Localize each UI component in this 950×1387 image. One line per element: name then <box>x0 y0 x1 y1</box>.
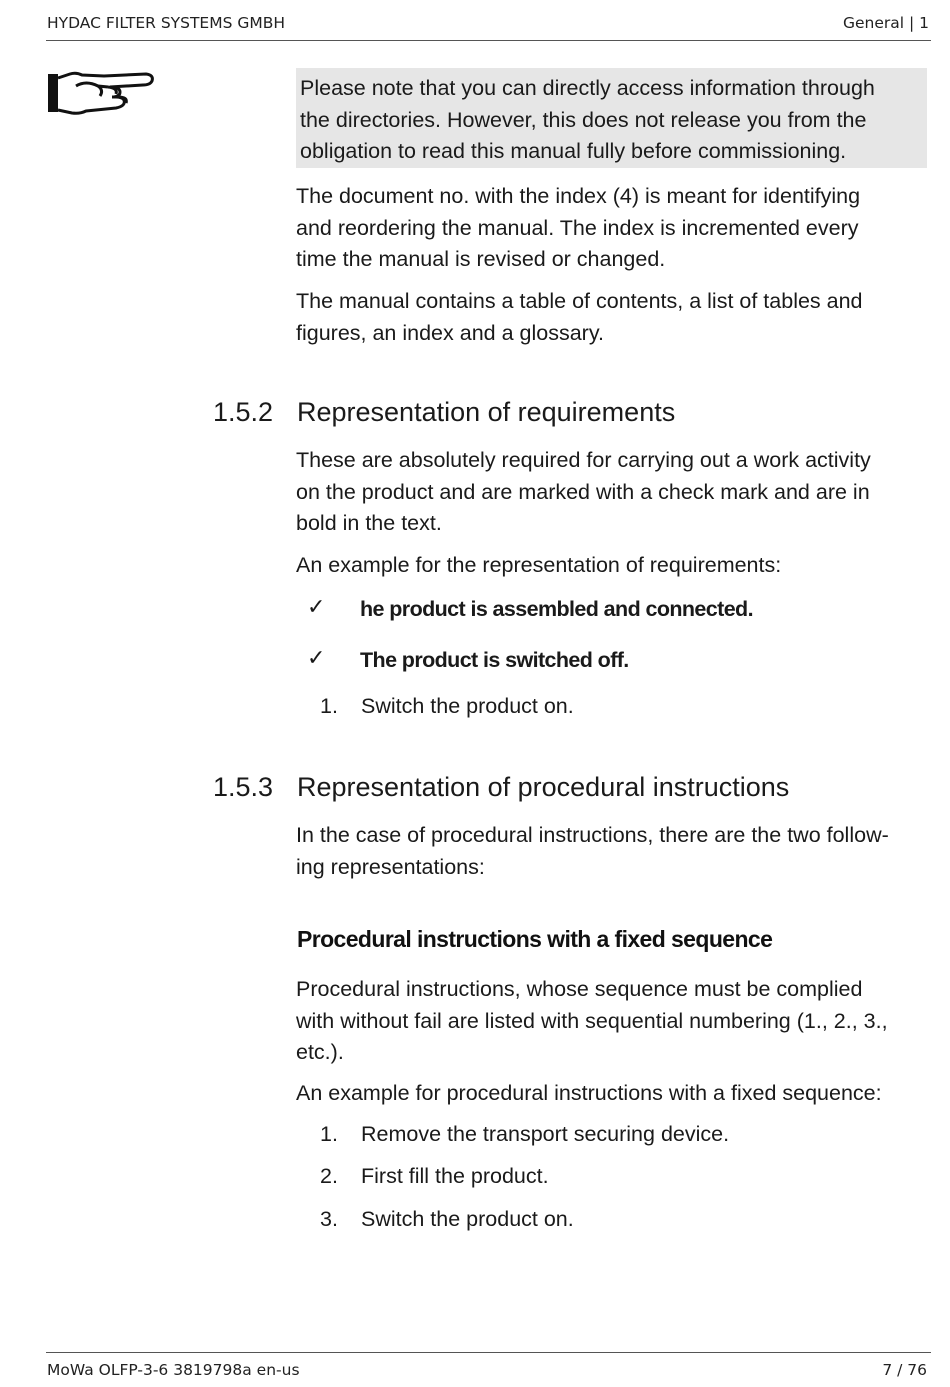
section-number: 1.5.2 <box>213 397 274 427</box>
document-id: MoWa OLFP-3-6 3819798a en-us <box>47 1361 300 1379</box>
step-item <box>0 1164 950 1196</box>
text-line: Procedural instructions, whose sequence must be complied <box>296 977 863 1001</box>
requirement-text: he product is assembled and connected. <box>360 597 753 621</box>
requirements-example-intro <box>296 550 781 582</box>
text-line: on the product and are marked with a check mark and are in <box>296 479 870 504</box>
text-line: The manual contains a table of contents, a list of tables and <box>296 289 863 313</box>
note-line: the directories. However, this does not release you from the <box>300 107 867 132</box>
requirement-text: The product is switched off. <box>360 648 629 672</box>
step-item <box>0 694 950 726</box>
requirement-item <box>0 646 950 678</box>
note-text <box>300 73 927 168</box>
step-item <box>0 1122 950 1154</box>
step-text: Switch the product on. <box>361 1207 574 1231</box>
requirements-paragraph <box>296 445 871 540</box>
company-name: HYDAC FILTER SYSTEMS GMBH <box>47 14 286 32</box>
page-header <box>46 12 931 41</box>
text-line: The document no. with the index (4) is meant for identifying <box>296 184 861 208</box>
text-line: etc.). <box>296 1040 344 1064</box>
text-line: An example for the representation of requirements: <box>296 553 782 577</box>
step-number: 3. <box>320 1207 338 1231</box>
step-number: 1. <box>320 1122 338 1146</box>
text-line: and reordering the manual. The index is incremented every <box>296 215 859 240</box>
text-line: An example for procedural instructions with a fixed sequence: <box>296 1081 882 1105</box>
text-line: time the manual is revised or changed. <box>296 247 666 271</box>
text-line: ing representations: <box>296 854 485 879</box>
note-box <box>296 68 927 168</box>
step-item <box>0 1207 950 1239</box>
section-title: Representation of requirements <box>297 397 676 427</box>
text-line: In the case of procedural instructions, there are the two follow- <box>296 823 889 847</box>
note-line: Please note that you can directly access information through <box>300 76 875 100</box>
procedural-paragraph <box>296 820 889 883</box>
check-mark-icon: ✓ <box>307 595 326 620</box>
text-line: with without fail are listed with sequential numbering (1., 2., 3., <box>296 1008 888 1033</box>
page-number: 7 / 76 <box>882 1361 927 1379</box>
chapter-indicator: General | 1 <box>842 14 929 32</box>
requirement-item <box>0 595 950 627</box>
section-title: Representation of procedural instructions <box>297 772 790 802</box>
pointing-hand-icon <box>46 66 156 118</box>
fixed-sequence-paragraph <box>296 974 888 1069</box>
text-line: bold in the text. <box>296 511 442 535</box>
step-text: First fill the product. <box>361 1164 549 1188</box>
step-text: Remove the transport securing device. <box>361 1122 730 1146</box>
step-number: 2. <box>320 1164 338 1188</box>
text-line: figures, an index and a glossary. <box>296 320 604 345</box>
subheading: Procedural instructions with a fixed sequence <box>297 926 773 952</box>
intro-paragraph-2 <box>296 286 863 349</box>
section-number: 1.5.3 <box>213 772 274 802</box>
intro-paragraph-1 <box>296 181 860 276</box>
fixed-sequence-example-intro <box>296 1078 882 1110</box>
note-line: obligation to read this manual fully before commissioning. <box>300 139 847 163</box>
check-mark-icon: ✓ <box>307 646 326 671</box>
step-text: Switch the product on. <box>361 694 574 718</box>
text-line: These are absolutely required for carrying out a work activity <box>296 448 871 472</box>
page-footer <box>46 1352 931 1379</box>
step-number: 1. <box>320 694 338 718</box>
